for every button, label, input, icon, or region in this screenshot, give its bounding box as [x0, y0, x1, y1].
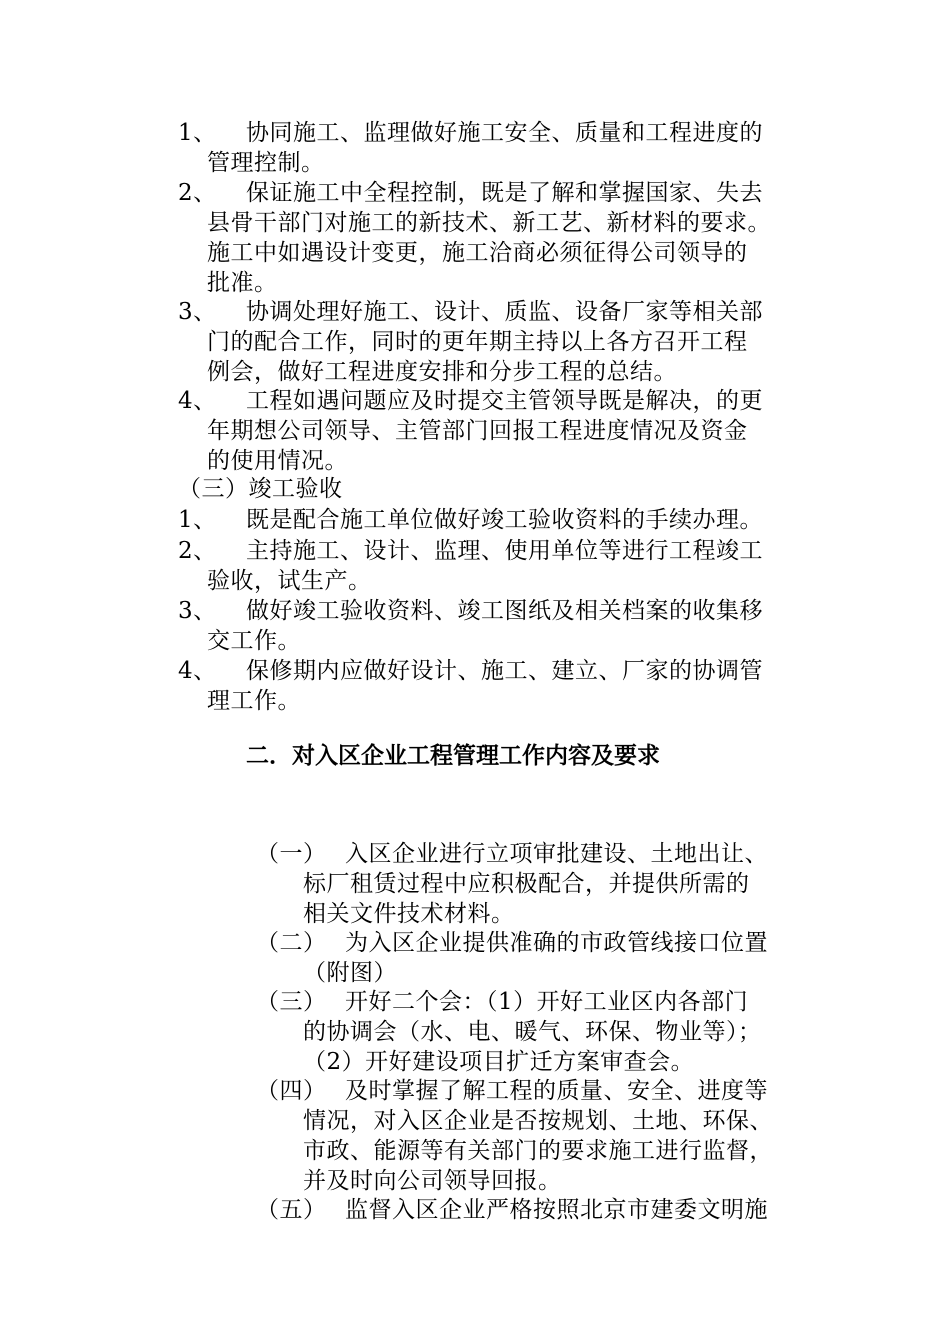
item-text-first-line: 既是配合施工单位做好竣工验收资料的手续办理。	[246, 507, 763, 533]
item-text-first-line: 入区企业进行立项审批建设、土地出让、	[345, 841, 768, 867]
item-text-continuation: 情况，对入区企业是否按规划、土地、环保、 市政、能源等有关部门的要求施工进行监督， 并及时向公司领导回报。	[303, 1108, 773, 1194]
item-text-first-line: 监督入区企业严格按照北京市建委文明施	[345, 1197, 768, 1223]
item-text-continuation: 管理控制。	[207, 150, 325, 176]
section-title: 二．对入区企业工程管理工作内容及要求	[246, 743, 660, 769]
item-text-continuation: 的协调会（水、电、暖气、环保、物业等）； （2）开好建设项目扩迁方案审查会。	[303, 1019, 762, 1075]
item-text-first-line: 协调处理好施工、设计、质监、设备厂家等相关部	[246, 299, 763, 325]
item-text-continuation: （附图）	[303, 960, 397, 986]
item-text-first-line: 协同施工、监理做好施工安全、质量和工程进度的	[246, 120, 763, 146]
item-number: 2、	[178, 180, 217, 206]
item-text-first-line: 为入区企业提供准确的市政管线接口位置	[345, 930, 768, 956]
item-text-first-line: 做好竣工验收资料、竣工图纸及相关档案的收集移	[246, 598, 763, 624]
subsection-heading: （三）竣工验收	[178, 476, 343, 502]
item-number: （一）	[256, 841, 327, 867]
item-text-first-line: 主持施工、设计、监理、使用单位等进行工程竣工	[246, 538, 763, 564]
item-text-continuation: 验收，试生产。	[207, 568, 372, 594]
item-number: 3、	[178, 598, 217, 624]
item-text-first-line: 及时掌握了解工程的质量、安全、进度等	[345, 1078, 768, 1104]
item-number: 1、	[178, 120, 217, 146]
item-text-continuation: 标厂租赁过程中应积极配合，并提供所需的 相关文件技术材料。	[303, 871, 750, 927]
item-number: 2、	[178, 538, 217, 564]
item-number: （五）	[256, 1197, 327, 1223]
item-text-continuation: 交工作。	[207, 628, 301, 654]
item-text-first-line: 保证施工中全程控制，既是了解和掌握国家、失去	[246, 180, 763, 206]
item-number: （二）	[256, 930, 327, 956]
item-text-continuation: 县骨干部门对施工的新技术、新工艺、新材料的要求。 施工中如遇设计变更，施工洽商必须征得公司领导的 批准。	[207, 210, 771, 296]
item-text-continuation: 年期想公司领导、主管部门回报工程进度情况及资金 的使用情况。	[207, 418, 748, 474]
item-text-continuation: 理工作。	[207, 688, 301, 714]
item-number: （三）	[256, 989, 327, 1015]
item-text-continuation: 门的配合工作，同时的更年期主持以上各方召开工程 例会，做好工程进度安排和分步工程的总结。	[207, 329, 748, 385]
item-number: （四）	[256, 1078, 327, 1104]
item-text-first-line: 开好二个会：（1）开好工业区内各部门	[345, 989, 749, 1015]
item-text-first-line: 工程如遇问题应及时提交主管领导既是解决，的更	[246, 388, 763, 414]
item-text-first-line: 保修期内应做好设计、施工、建立、厂家的协调管	[246, 658, 763, 684]
item-number: 3、	[178, 299, 217, 325]
item-number: 4、	[178, 388, 217, 414]
item-number: 4、	[178, 658, 217, 684]
item-number: 1、	[178, 507, 217, 533]
